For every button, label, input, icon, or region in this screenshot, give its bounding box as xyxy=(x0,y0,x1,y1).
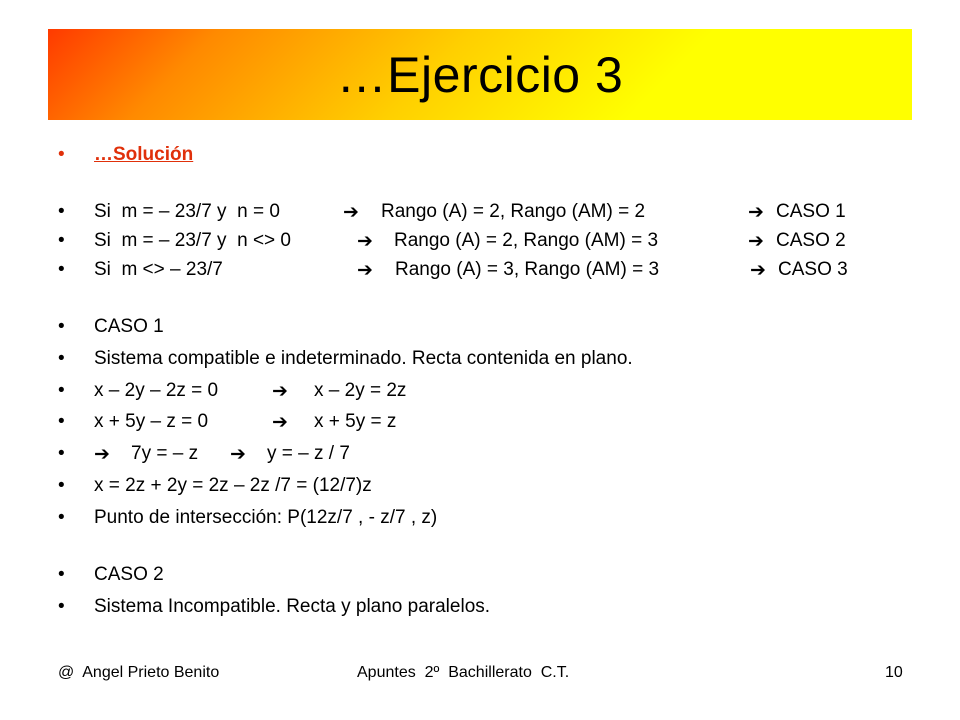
bullet: • xyxy=(58,380,65,401)
bullet: • xyxy=(58,507,65,528)
arrow-icon: ➔ xyxy=(272,381,288,402)
equation-1-right: x – 2y = 2z xyxy=(314,380,407,401)
solution-heading: …Solución xyxy=(94,144,194,165)
arrow-icon: ➔ xyxy=(272,412,288,433)
page-number: 10 xyxy=(885,664,903,681)
equation-1-left: x – 2y – 2z = 0 xyxy=(94,380,219,401)
case-3-label: CASO 3 xyxy=(778,259,848,280)
bullet: • xyxy=(58,443,65,464)
case-2-label: CASO 2 xyxy=(776,230,846,251)
arrow-icon: ➔ xyxy=(748,202,764,223)
arrow-icon: ➔ xyxy=(357,260,373,281)
slide-title: …Ejercicio 3 xyxy=(336,46,624,103)
case-1-rank: Rango (A) = 2, Rango (AM) = 2 xyxy=(381,201,646,222)
equation-2-left: x + 5y – z = 0 xyxy=(94,411,209,432)
bullet: • xyxy=(58,564,65,585)
footer-author: @ Angel Prieto Benito xyxy=(58,664,220,681)
case-2-condition: Si m = – 23/7 y n <> 0 xyxy=(94,230,291,251)
bullet: • xyxy=(58,144,65,165)
bullet: • xyxy=(58,475,65,496)
arrow-icon: ➔ xyxy=(343,202,359,223)
equation-2-right: x + 5y = z xyxy=(314,411,397,432)
bullet: • xyxy=(58,348,65,369)
case-2-rank: Rango (A) = 2, Rango (AM) = 3 xyxy=(394,230,659,251)
case-3-rank: Rango (A) = 3, Rango (AM) = 3 xyxy=(395,259,660,280)
arrow-icon: ➔ xyxy=(94,444,110,465)
footer-course: Apuntes 2º Bachillerato C.T. xyxy=(357,664,570,681)
bullet: • xyxy=(58,201,65,222)
equation-4: x = 2z + 2y = 2z – 2z /7 = (12/7)z xyxy=(94,475,372,496)
caso-1-title: CASO 1 xyxy=(94,316,164,337)
bullet: • xyxy=(58,596,65,617)
case-3-condition: Si m <> – 23/7 xyxy=(94,259,223,280)
case-1-label: CASO 1 xyxy=(776,201,846,222)
bullet: • xyxy=(58,411,65,432)
arrow-icon: ➔ xyxy=(750,260,766,281)
arrow-icon: ➔ xyxy=(230,444,246,465)
equation-3-a: 7y = – z xyxy=(131,443,199,464)
case-1-condition: Si m = – 23/7 y n = 0 xyxy=(94,201,280,222)
caso-1-description: Sistema compatible e indeterminado. Recta contenida en plano. xyxy=(94,348,633,369)
caso-2-description: Sistema Incompatible. Recta y plano paralelos. xyxy=(94,596,491,617)
bullet: • xyxy=(58,230,65,251)
bullet: • xyxy=(58,316,65,337)
intersection-point: Punto de intersección: P(12z/7 , - z/7 , z) xyxy=(94,507,438,528)
arrow-icon: ➔ xyxy=(357,231,373,252)
caso-2-title: CASO 2 xyxy=(94,564,164,585)
arrow-icon: ➔ xyxy=(748,231,764,252)
equation-3-b: y = – z / 7 xyxy=(267,443,350,464)
title-banner xyxy=(48,29,912,120)
bullet: • xyxy=(58,259,65,280)
